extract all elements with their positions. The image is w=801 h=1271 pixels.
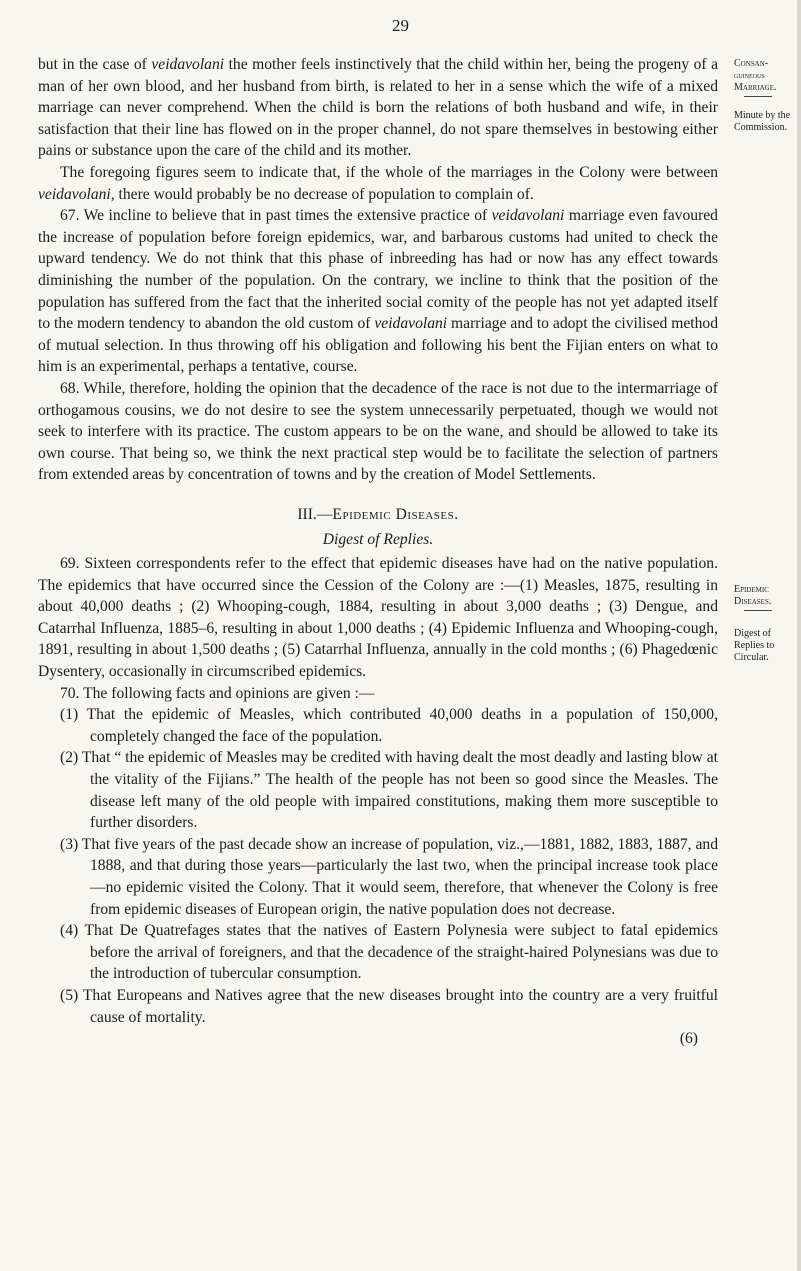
list-item: (5) That Europeans and Natives agree that the new diseases brought into the country are a very fruitful cause of mortality. — [60, 986, 718, 1026]
main-text — [38, 54, 718, 1050]
margin-rule — [744, 96, 772, 97]
paragraph-70: 70. The following facts and opinions are given :— — [60, 684, 375, 702]
margin-rule — [744, 610, 772, 611]
paragraph-69: 69. Sixteen correspondents refer to the effect that epidemic diseases have had on the native population. The epidemics that have occurred since the Cession of the Colony are :—(1) Measles, 1875, resulting in about 40,000 deaths ; (2) Whooping-cough, 1884, resulting in about 3,000 deaths ; (3) Dengue, and Catarrhal Influenza, 1885–6, resulting in about 1,000 deaths ; (4) Epidemic Influenza and Whooping-cough, 1891, resulting in about 1,500 deaths ; (5) Catarrhal Influenza, annually in the cold months ; (6) Phagedœnic Dysentery, occasionally in circumscribed epidemics. — [38, 555, 718, 681]
margin-note-consanguineous-marriage: Consan- guineous Marriage. — [734, 58, 800, 99]
page-edge — [797, 0, 801, 1271]
list-item: (1) That the epidemic of Measles, which contributed 40,000 deaths in a population of 150,000, completely changed the face of the population. — [60, 706, 718, 745]
section-heading: III.—Epidemic Diseases. — [297, 505, 459, 523]
facts-list — [38, 704, 718, 1028]
paragraph-68: 68. While, therefore, holding the opinion that the decadence of the race is not due to the intermarriage of orthogamous cousins, we do not desire to see the system unnecessarily perpetuated, though we would not seek to interfere with its practice. The custom appears to be on the wane, and should be allowed to take its own course. That being so, we think the next practical step would be to facilitate the selection of partners from extended areas by concentration of towns and by the creation of Model Settlements. — [38, 379, 718, 484]
margin-note-digest-of-replies: Digest of Replies to Circular. — [734, 628, 775, 663]
paragraph-foregoing-figures: The foregoing figures seem to indicate that, if the whole of the marriages in the Colony were between veidavolani, there would probably be no decrease of population to complain of. — [38, 163, 718, 203]
list-item: (2) That “ the epidemic of Measles may be credited with having dealt the most deadly and lasting blow at the vitality of the Fijians.” The health of the people has not been so good since the Measles. The disease left many of the old people with impaired constitutions, making them more susceptible to further disorders. — [60, 749, 718, 832]
subheading-digest: Digest of Replies. — [322, 531, 434, 549]
margin-note-epidemic-diseases: Epidemic Diseases. — [734, 584, 800, 613]
page-number: 29 — [392, 16, 409, 35]
list-item: (4) That De Quatrefages states that the natives of Eastern Polynesia were subject to fatal epidemics before the arrival of foreigners, and that the decadence of the straight-haired Polynesians was due to the introduction of tubercular consumption. — [60, 922, 718, 983]
catchword: (6) — [679, 1030, 698, 1048]
list-item: (3) That five years of the past decade show an increase of population, viz.,—1881, 1882, 1883, 1887, and 1888, and that during those years—particularly the last two, when the principal increase took place—no epidemic visited the Colony. That it would seem, therefore, that whenever the Colony is free from epidemic diseases of European origin, the native population does not decrease. — [60, 835, 718, 918]
paragraph-continued: but in the case of veidavolani the mother feels instinctively that the child within her, being the progeny of a man of her own blood, and her husband from birth, is related to her in a sense which the wife of a mixed marriage can never comprehend. When the child is born the relations of both husband and wife, in their satisfaction that their line has flowed on in the proper channel, do not spare themselves in bestowing either pains or substance upon the care of the child and its mother. — [38, 56, 719, 160]
margin-note-minute-by-commission: Minute by the Commission. — [734, 110, 791, 133]
paragraph-67: 67. We incline to believe that in past times the extensive practice of veidavolani marriage even favoured the increase of population before foreign epidemics, war, and barbarous customs had united to check the upward tendency. We do not think that this phase of inbreeding has had or now has any effect towards diminishing the number of the population. On the contrary, we incline to think that the position of the population has suffered from the fact that the inherited social comity of the people has not yet adapted itself to the modern tendency to abandon the old custom of veidavolani marriage and to adopt the civilised method of mutual selection. In thus throwing off his obligation and following his bent the Fijian enters on what to him is an experimental, perhaps a tentative, course. — [38, 207, 718, 376]
